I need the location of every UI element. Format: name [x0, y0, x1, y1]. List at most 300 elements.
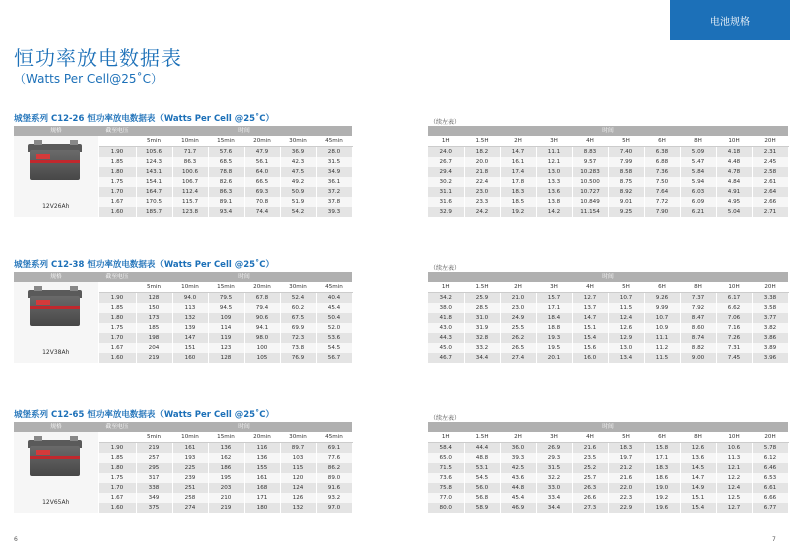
power-cell: 115.7: [172, 197, 208, 207]
power-cell: 39.3: [500, 453, 536, 463]
table-row: [428, 493, 788, 503]
power-cell: 12.6: [608, 323, 644, 333]
power-cell: 9.00: [680, 353, 716, 363]
power-cell: 8.75: [608, 177, 644, 187]
power-cell: 3.38: [752, 293, 788, 304]
power-cell: 70.8: [244, 197, 280, 207]
power-cell: 44.3: [428, 333, 464, 343]
cutoff-voltage-cell: 1.67: [98, 197, 136, 207]
voltage-header: 截至电压: [98, 126, 136, 136]
discharge-table-left: [14, 422, 353, 513]
time-column-header: 4H: [572, 432, 608, 443]
power-cell: 47.9: [244, 147, 280, 158]
time-column-header: 45min: [316, 432, 352, 443]
battery-image: [26, 436, 86, 482]
time-column-header: 20H: [752, 282, 788, 293]
power-cell: 30.2: [428, 177, 464, 187]
power-cell: 65.0: [428, 453, 464, 463]
power-cell: 6.03: [680, 187, 716, 197]
power-cell: 14.7: [572, 313, 608, 323]
power-cell: 18.3: [644, 463, 680, 473]
power-cell: 21.6: [572, 443, 608, 454]
power-cell: 6.61: [752, 483, 788, 493]
power-cell: 124.3: [136, 157, 172, 167]
battery-model-label: 12V38Ah: [42, 349, 70, 356]
power-cell: 219: [136, 353, 172, 363]
power-cell: 5.04: [716, 207, 752, 217]
power-cell: 19.2: [500, 207, 536, 217]
power-cell: 257: [136, 453, 172, 463]
spec-header: 规格: [14, 272, 98, 282]
power-cell: 162: [208, 453, 244, 463]
power-cell: 31.6: [428, 197, 464, 207]
power-cell: 119: [208, 333, 244, 343]
time-column-header: 6H: [644, 282, 680, 293]
power-cell: 12.7: [716, 503, 752, 513]
power-cell: 12.1: [716, 463, 752, 473]
section-title: 城堡系列 C12-38 恒功率放电数据表（Watts Per Cell @25˚C）: [14, 260, 275, 270]
voltage-header: 截至电压: [98, 272, 136, 282]
power-cell: 47.5: [280, 167, 316, 177]
power-cell: 171: [244, 493, 280, 503]
power-cell: 36.9: [280, 147, 316, 158]
table-row: [428, 483, 788, 493]
power-cell: 89.7: [280, 443, 316, 454]
power-cell: 7.36: [644, 167, 680, 177]
power-cell: 23.3: [464, 197, 500, 207]
power-cell: 126: [280, 493, 316, 503]
power-cell: 100.6: [172, 167, 208, 177]
power-cell: 219: [136, 443, 172, 454]
subheader-blank: [98, 282, 136, 293]
power-cell: 161: [244, 473, 280, 483]
power-cell: 82.6: [208, 177, 244, 187]
power-cell: 105: [244, 353, 280, 363]
power-cell: 132: [172, 313, 208, 323]
power-cell: 40.4: [316, 293, 352, 304]
power-cell: 69.9: [280, 323, 316, 333]
power-cell: 11.1: [536, 147, 572, 158]
power-cell: 7.06: [716, 313, 752, 323]
power-cell: 15.1: [572, 323, 608, 333]
power-cell: 54.5: [464, 473, 500, 483]
power-cell: 19.7: [608, 453, 644, 463]
power-cell: 13.3: [536, 177, 572, 187]
power-cell: 25.9: [464, 293, 500, 304]
power-cell: 23.0: [500, 303, 536, 313]
power-cell: 5.47: [680, 157, 716, 167]
power-cell: 155: [244, 463, 280, 473]
power-cell: 50.9: [280, 187, 316, 197]
spec-header: 规格: [14, 422, 98, 432]
power-cell: 7.99: [608, 157, 644, 167]
power-cell: 69.1: [316, 443, 352, 454]
power-cell: 6.12: [752, 453, 788, 463]
power-cell: 46.7: [428, 353, 464, 363]
power-cell: 14.9: [680, 483, 716, 493]
power-cell: 52.4: [280, 293, 316, 304]
time-column-header: 5min: [136, 282, 172, 293]
power-cell: 17.8: [500, 177, 536, 187]
section-title: 城堡系列 C12-26 恒功率放电数据表（Watts Per Cell @25˚C）: [14, 114, 275, 124]
power-cell: 128: [136, 293, 172, 304]
power-cell: 26.2: [500, 333, 536, 343]
page-number-right: 7: [772, 536, 776, 543]
voltage-header: 截至电压: [98, 422, 136, 432]
power-cell: 72.3: [280, 333, 316, 343]
power-cell: 151: [172, 343, 208, 353]
power-cell: 113: [172, 303, 208, 313]
power-cell: 2.61: [752, 177, 788, 187]
power-cell: 7.45: [716, 353, 752, 363]
power-cell: 33.0: [536, 483, 572, 493]
power-cell: 136: [208, 443, 244, 454]
power-cell: 338: [136, 483, 172, 493]
power-cell: 136: [244, 453, 280, 463]
time-column-header: 5H: [608, 136, 644, 147]
power-cell: 3.89: [752, 343, 788, 353]
power-cell: 251: [172, 483, 208, 493]
power-cell: 12.9: [608, 333, 644, 343]
cutoff-voltage-cell: 1.67: [98, 343, 136, 353]
power-cell: 9.25: [608, 207, 644, 217]
power-cell: 10.7: [608, 293, 644, 304]
time-column-header: 15min: [208, 432, 244, 443]
power-cell: 34.9: [316, 167, 352, 177]
power-cell: 22.9: [608, 503, 644, 513]
time-column-header: 2H: [500, 282, 536, 293]
cutoff-voltage-cell: 1.80: [98, 167, 136, 177]
time-column-header: 2H: [500, 432, 536, 443]
power-cell: 9.26: [644, 293, 680, 304]
power-cell: 43.0: [428, 323, 464, 333]
cutoff-voltage-cell: 1.70: [98, 333, 136, 343]
time-column-header: 2H: [500, 136, 536, 147]
power-cell: 31.5: [536, 463, 572, 473]
power-cell: 24.2: [464, 207, 500, 217]
time-column-header: 4H: [572, 282, 608, 293]
power-cell: 349: [136, 493, 172, 503]
cutoff-voltage-cell: 1.85: [98, 453, 136, 463]
power-cell: 185: [136, 323, 172, 333]
power-cell: 11.3: [716, 453, 752, 463]
power-cell: 19.0: [644, 483, 680, 493]
power-cell: 13.0: [536, 167, 572, 177]
cutoff-voltage-cell: 1.75: [98, 323, 136, 333]
power-cell: 44.8: [500, 483, 536, 493]
power-cell: 80.0: [428, 503, 464, 513]
power-cell: 10.727: [572, 187, 608, 197]
power-cell: 100: [244, 343, 280, 353]
power-cell: 94.1: [244, 323, 280, 333]
power-cell: 203: [208, 483, 244, 493]
power-cell: 79.5: [208, 293, 244, 304]
cutoff-voltage-cell: 1.90: [98, 443, 136, 454]
table-row: [428, 157, 788, 167]
power-cell: 24.9: [500, 313, 536, 323]
power-cell: 19.3: [536, 333, 572, 343]
power-cell: 124: [280, 483, 316, 493]
power-cell: 4.95: [716, 197, 752, 207]
time-column-header: 15min: [208, 282, 244, 293]
discharge-table-right: [428, 126, 789, 217]
power-cell: 13.8: [536, 197, 572, 207]
table-row: [428, 353, 788, 363]
time-column-header: 45min: [316, 282, 352, 293]
time-header: 时间: [428, 422, 788, 432]
power-cell: 41.8: [428, 313, 464, 323]
time-column-header: 8H: [680, 282, 716, 293]
power-cell: 60.2: [280, 303, 316, 313]
time-column-header: 1H: [428, 432, 464, 443]
power-cell: 53.6: [316, 333, 352, 343]
power-cell: 74.4: [244, 207, 280, 217]
continued-label: （续左表）: [430, 119, 461, 126]
power-cell: 317: [136, 473, 172, 483]
power-cell: 26.9: [536, 443, 572, 454]
power-cell: 67.5: [280, 313, 316, 323]
table-row: [428, 313, 788, 323]
power-cell: 71.7: [172, 147, 208, 158]
power-cell: 161: [172, 443, 208, 454]
power-cell: 37.8: [316, 197, 352, 207]
power-cell: 114: [208, 323, 244, 333]
power-cell: 219: [208, 503, 244, 513]
power-cell: 7.16: [716, 323, 752, 333]
power-cell: 94.0: [172, 293, 208, 304]
time-column-header: 15min: [208, 136, 244, 147]
power-cell: 18.8: [536, 323, 572, 333]
power-cell: 77.6: [316, 453, 352, 463]
power-cell: 274: [172, 503, 208, 513]
power-cell: 52.0: [316, 323, 352, 333]
power-cell: 239: [172, 473, 208, 483]
power-cell: 10.7: [644, 313, 680, 323]
power-cell: 128: [208, 353, 244, 363]
power-cell: 150: [136, 303, 172, 313]
time-column-header: 30min: [280, 136, 316, 147]
time-column-header: 45min: [316, 136, 352, 147]
power-cell: 6.09: [680, 197, 716, 207]
power-cell: 15.8: [644, 443, 680, 454]
section-title: 城堡系列 C12-65 恒功率放电数据表（Watts Per Cell @25˚C）: [14, 410, 275, 420]
power-cell: 86.3: [172, 157, 208, 167]
power-cell: 31.0: [464, 313, 500, 323]
table-row: [428, 453, 788, 463]
power-cell: 54.2: [280, 207, 316, 217]
power-cell: 21.2: [608, 463, 644, 473]
power-cell: 17.4: [500, 167, 536, 177]
time-column-header: 30min: [280, 432, 316, 443]
power-cell: 10.500: [572, 177, 608, 187]
power-cell: 25.2: [572, 463, 608, 473]
power-cell: 2.31: [752, 147, 788, 158]
power-cell: 2.66: [752, 197, 788, 207]
power-cell: 94.5: [208, 303, 244, 313]
battery-image: [26, 140, 86, 186]
power-cell: 375: [136, 503, 172, 513]
power-cell: 185.7: [136, 207, 172, 217]
power-cell: 154.1: [136, 177, 172, 187]
power-cell: 4.84: [716, 177, 752, 187]
power-cell: 204: [136, 343, 172, 353]
power-cell: 21.8: [464, 167, 500, 177]
power-cell: 42.5: [500, 463, 536, 473]
power-cell: 26.5: [500, 343, 536, 353]
cutoff-voltage-cell: 1.60: [98, 353, 136, 363]
power-cell: 13.0: [608, 343, 644, 353]
power-cell: 68.5: [208, 157, 244, 167]
power-cell: 170.5: [136, 197, 172, 207]
power-cell: 14.5: [680, 463, 716, 473]
table-row: [428, 177, 788, 187]
power-cell: 58.9: [464, 503, 500, 513]
time-column-header: 10H: [716, 136, 752, 147]
discharge-table-left: [14, 272, 353, 363]
time-column-header: 10min: [172, 432, 208, 443]
power-cell: 77.0: [428, 493, 464, 503]
power-cell: 89.0: [316, 473, 352, 483]
power-cell: 147: [172, 333, 208, 343]
power-cell: 19.2: [644, 493, 680, 503]
battery-image-cell: [14, 282, 98, 363]
power-cell: 7.50: [644, 177, 680, 187]
power-cell: 8.83: [572, 147, 608, 158]
time-column-header: 1.5H: [464, 432, 500, 443]
battery-model-label: 12V26Ah: [42, 203, 70, 210]
power-cell: 14.7: [680, 473, 716, 483]
power-cell: 93.4: [208, 207, 244, 217]
power-cell: 86.3: [208, 187, 244, 197]
power-cell: 31.9: [464, 323, 500, 333]
power-cell: 123.8: [172, 207, 208, 217]
power-cell: 10.283: [572, 167, 608, 177]
power-cell: 143.1: [136, 167, 172, 177]
power-cell: 116: [244, 443, 280, 454]
power-cell: 198: [136, 333, 172, 343]
cutoff-voltage-cell: 1.67: [98, 493, 136, 503]
power-cell: 24.0: [428, 147, 464, 158]
power-cell: 20.1: [536, 353, 572, 363]
power-cell: 4.91: [716, 187, 752, 197]
cutoff-voltage-cell: 1.85: [98, 157, 136, 167]
power-cell: 67.8: [244, 293, 280, 304]
power-cell: 193: [172, 453, 208, 463]
power-cell: 3.96: [752, 353, 788, 363]
power-cell: 13.7: [572, 303, 608, 313]
cutoff-voltage-cell: 1.85: [98, 303, 136, 313]
power-cell: 45.0: [428, 343, 464, 353]
power-cell: 15.4: [572, 333, 608, 343]
power-cell: 12.2: [716, 473, 752, 483]
time-column-header: 6H: [644, 136, 680, 147]
time-column-header: 1.5H: [464, 136, 500, 147]
power-cell: 36.0: [500, 443, 536, 454]
power-cell: 6.66: [752, 493, 788, 503]
cutoff-voltage-cell: 1.90: [98, 293, 136, 304]
power-cell: 6.17: [716, 293, 752, 304]
page-subtitle: （Watts Per Cell@25˚C）: [14, 72, 163, 86]
power-cell: 123: [208, 343, 244, 353]
time-column-header: 10H: [716, 432, 752, 443]
power-cell: 109: [208, 313, 244, 323]
power-cell: 13.4: [608, 353, 644, 363]
time-header: 时间: [428, 272, 788, 282]
power-cell: 11.1: [644, 333, 680, 343]
power-cell: 7.31: [716, 343, 752, 353]
power-cell: 57.6: [208, 147, 244, 158]
power-cell: 22.3: [608, 493, 644, 503]
power-cell: 5.78: [752, 443, 788, 454]
power-cell: 46.9: [500, 503, 536, 513]
battery-image-cell: [14, 136, 98, 217]
power-cell: 9.01: [608, 197, 644, 207]
power-cell: 173: [136, 313, 172, 323]
power-cell: 8.82: [680, 343, 716, 353]
power-cell: 64.0: [244, 167, 280, 177]
power-cell: 31.5: [316, 157, 352, 167]
power-cell: 5.94: [680, 177, 716, 187]
power-cell: 76.9: [280, 353, 316, 363]
power-cell: 6.62: [716, 303, 752, 313]
power-cell: 90.6: [244, 313, 280, 323]
time-column-header: 5H: [608, 282, 644, 293]
power-cell: 195: [208, 473, 244, 483]
power-cell: 34.4: [464, 353, 500, 363]
cutoff-voltage-cell: 1.80: [98, 313, 136, 323]
power-cell: 8.92: [608, 187, 644, 197]
time-header: 时间: [136, 272, 352, 282]
time-header: 时间: [136, 422, 352, 432]
power-cell: 56.0: [464, 483, 500, 493]
cutoff-voltage-cell: 1.75: [98, 473, 136, 483]
power-cell: 105.6: [136, 147, 172, 158]
power-cell: 42.3: [280, 157, 316, 167]
battery-image-cell: [14, 432, 98, 513]
time-column-header: 20H: [752, 136, 788, 147]
table-row: [428, 463, 788, 473]
continued-label: （续左表）: [430, 415, 461, 422]
time-column-header: 1H: [428, 136, 464, 147]
power-cell: 3.86: [752, 333, 788, 343]
power-cell: 14.2: [536, 207, 572, 217]
power-cell: 13.6: [536, 187, 572, 197]
time-column-header: 20min: [244, 432, 280, 443]
time-column-header: 10H: [716, 282, 752, 293]
power-cell: 50.4: [316, 313, 352, 323]
power-cell: 15.4: [680, 503, 716, 513]
cutoff-voltage-cell: 1.80: [98, 463, 136, 473]
power-cell: 18.6: [644, 473, 680, 483]
power-cell: 27.3: [572, 503, 608, 513]
power-cell: 4.48: [716, 157, 752, 167]
power-cell: 3.58: [752, 303, 788, 313]
power-cell: 56.7: [316, 353, 352, 363]
power-cell: 258: [172, 493, 208, 503]
power-cell: 23.5: [572, 453, 608, 463]
power-cell: 37.2: [316, 187, 352, 197]
power-cell: 36.1: [316, 177, 352, 187]
power-cell: 73.6: [428, 473, 464, 483]
time-column-header: 5H: [608, 432, 644, 443]
power-cell: 51.9: [280, 197, 316, 207]
time-column-header: 5min: [136, 432, 172, 443]
power-cell: 120: [280, 473, 316, 483]
power-cell: 103: [280, 453, 316, 463]
power-cell: 15.6: [572, 343, 608, 353]
power-cell: 33.2: [464, 343, 500, 353]
time-column-header: 3H: [536, 282, 572, 293]
